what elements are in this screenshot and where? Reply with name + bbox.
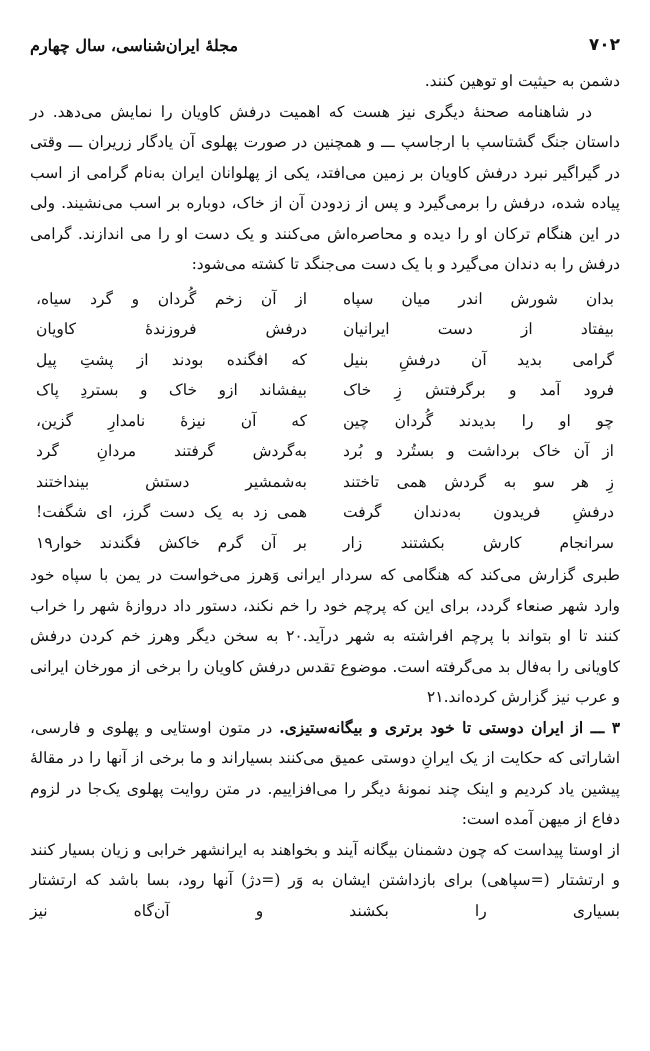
poem-hemistich-left: به‌شمشیر دستش بینداختند — [36, 472, 307, 491]
poem-hemistich-right: سرانجام کارش بکشتند زار — [343, 533, 614, 552]
poem-block — [30, 284, 620, 559]
paragraph-derafsh-shahnameh: در شاهنامه صحنهٔ دیگری نیز هست که اهمیت درفش کاویان را نمایش می‌دهد. در داستان جنگ گشتاسپ با ارجاسپ ـــ و همچنین در صورت پهلوی آن یادگار زریران ـــ وقتی در گیراگیر نبرد درفش کاویان بر زمین می‌افتد، یکی از پهلوانان ایران به‌نام گرامی از اسب پیاده شده، درفش را برمی‌گیرد و پس از زدودن آن از خاک، دوباره بر اسب می‌نشیند. ولی در این هنگام ترکان او را دیده و محاصره‌اش می‌کنند و یک دست او را می اندازند. گرامی درفش را به دندان می‌گیرد و با یک دست می‌جنگد تا کشته می‌شود: — [30, 102, 620, 273]
poem-hemistich-left: از آن زخم گُردان و گرد سیاه، — [36, 289, 307, 308]
paragraph-tabari: طبری گزارش می‌کند که هنگامی که سردار ایرانی وَهرز می‌خواست در یمن با سپاه خود وارد شهر صنعاء گردد، برای این که پرچم خود را خم نکند، دستور داد دروازهٔ شهر را خراب کنند تا او بتواند با پرچم افراشته به شهر درآید.۲۰ به سخن دیگر وهرز خم کردن درفش کاویانی را به‌فال بد می‌گرفته است. موضوع تقدس درفش کاویان را برخی از مورخان ایرانی و عرب نیز گزارش کرده‌اند.۲۱ — [30, 566, 620, 706]
page-number: ۷۰۲ — [588, 35, 620, 55]
poem-hemistich-right: فرود آمد و برگرفتش زِ خاک — [343, 381, 614, 399]
poem-hemistich-right: درفشِ فریدون به‌دندان گرفت — [343, 503, 614, 521]
poem-hemistich-left: همی زد به یک دست گرز، ای شگفت! — [36, 503, 307, 521]
quotation-block: از اوستا پیداست که چون دشمنان بیگانه آیند و بخواهند به ایرانشهر خرابی و زیان بسیار کنند و ارتشتار (=سپاهی) برای بازداشتن ایشان به وَر (=دژ) آنها رود، بسا باشد که ارتشتار بسیاری را بکشند و آن‌گاه نیز — [30, 840, 620, 920]
poem-hemistich-right: زِ هر سو به گردش همی تاختند — [343, 472, 614, 491]
poem-hemistich-left: درفش فروزندهٔ کاویان — [36, 320, 307, 338]
running-title: مجلهٔ ایران‌شناسی، سال چهارم — [30, 35, 239, 55]
poem-hemistich-left: به‌گردش گرفتند مردانِ گرد — [36, 442, 307, 460]
poem-hemistich-left: که افگنده بودند از پشتِ پیل — [36, 350, 307, 369]
poem-hemistich-right: از آن خاک برداشت و بستُرد و بُرد — [343, 442, 614, 460]
page-header — [30, 30, 620, 60]
poem-hemistich-right: بدان شورش اندر میان سپاه — [343, 289, 614, 308]
section-body: در متون اوستایی و پهلوی و فارسی، اشاراتی که حکایت از یک ایرانِ دوستی عمیق می‌کنند بسیاراند و ما برخی از آنها را در مقالهٔ پیشین یاد کردیم و اینک چند نمونهٔ دیگر را می‌افزاییم. در متن روایت پهلوی یک‌جا در لزوم دفاع از میهن آمده است: — [30, 718, 620, 828]
paragraph-continuation: دشمن به حیثیت او توهین کنند. — [424, 72, 620, 90]
poem-hemistich-left: که آن نیزهٔ نامدارِ گزین، — [36, 411, 307, 430]
poem-hemistich-left: بر آن گرم خاکش فگندند خوار۱۹ — [36, 533, 307, 552]
poem-hemistich-right: گرامی بدید آن درفشِ بنیل — [343, 350, 614, 369]
paragraph-section-3 — [30, 713, 620, 835]
poem-hemistich-right: چو او را بدیدند گُردان چین — [343, 411, 614, 430]
poem-hemistich-right: بیفتاد از دست ایرانیان — [343, 320, 614, 338]
poem-hemistich-left: بیفشاند ازو خاک و بستردِ پاک — [36, 381, 307, 399]
section-heading: ۳ ـــ از ایران دوستی تا خود برتری و بیگانه‌ستیزی. — [279, 717, 621, 737]
